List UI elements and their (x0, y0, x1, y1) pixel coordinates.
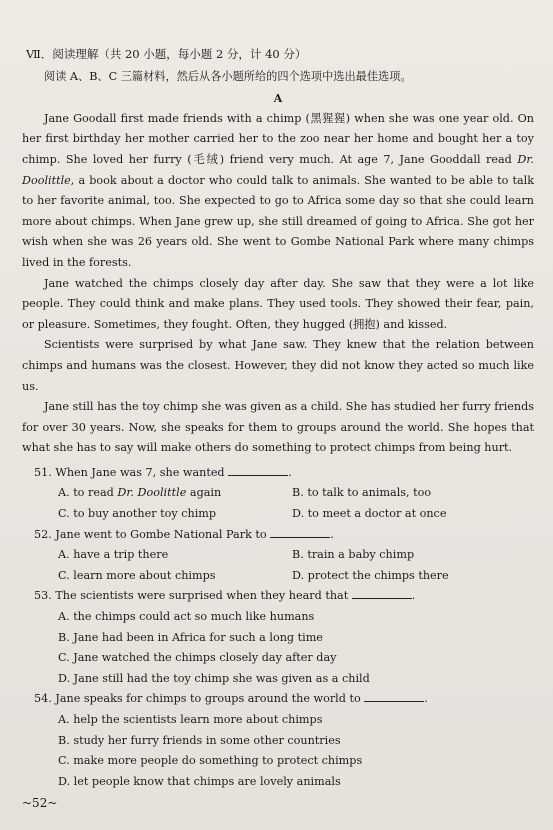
section-instruction: 阅读 A、B、C 三篇材料，然后从各小题所给的四个选项中选出最佳选项。 (44, 69, 412, 83)
question-stem: 51. When Jane was 7, she wanted . (34, 463, 534, 484)
option-d: D. let people know that chimps are lovely animals (58, 774, 341, 788)
option-b: B. train a baby chimp (292, 548, 415, 562)
book-title: Dr. Doolittle (117, 486, 187, 500)
section-title: Ⅶ．阅读理解（共 20 小题，每小题 2 分，计 40 分） (26, 47, 307, 61)
passage (22, 109, 534, 459)
option-b: B. to talk to animals, too (292, 486, 432, 500)
page-content (22, 44, 534, 792)
option-a: A. help the scientists learn more about chimps (58, 713, 323, 726)
question-stem: 54. Jane speaks for chimps to groups around the world to . (34, 689, 534, 710)
question-52 (22, 525, 534, 587)
question-options (58, 483, 534, 524)
option-c: C. learn more about chimps (58, 568, 216, 582)
book-title: Dr. Doolittle (22, 152, 534, 187)
answer-blank (228, 463, 288, 476)
question-54 (22, 689, 534, 792)
passage-paragraph: Jane watched the chimps closely day after day. She saw that they were a lot like people. They could think and make plans. They used tools. They showed their fear, pain, or pleasure. Sometimes, they fought. Often, they hugged (拥抱) and kissed. (22, 276, 534, 331)
passage-paragraph: Scientists were surprised by what Jane saw. They knew that the relation between chimps and humans was the closest. However, they did not know they acted so much like us. (22, 338, 534, 393)
option-b: B. study her furry friends in some other countries (58, 733, 341, 747)
passage-paragraph: Jane still has the toy chimp she was given as a child. She has studied her furry friends for over 30 years. Now, she speaks for them to groups around the world. She hopes that what she has to say will make others do something to protect chimps from being hurt. (22, 400, 534, 455)
option-d: D. to meet a doctor at once (292, 507, 447, 521)
answer-blank (352, 586, 412, 599)
option-c: C. to buy another toy chimp (58, 507, 217, 521)
question-options (58, 607, 534, 689)
option-d: D. Jane still had the toy chimp she was given as a child (58, 671, 370, 685)
question-stem: 52. Jane went to Gombe National Park to . (34, 525, 534, 546)
option-a: A. to read Dr. Doolittle again (58, 486, 222, 500)
question-stem: 53. The scientists were surprised when they heard that . (34, 586, 534, 607)
option-b: B. Jane had been in Africa for such a long time (58, 630, 323, 644)
option-d: D. protect the chimps there (292, 568, 449, 582)
answer-blank (270, 525, 330, 538)
page-number: ~52~ (22, 796, 58, 810)
option-a: A. have a trip there (58, 548, 169, 562)
option-c: C. make more people do something to protect chimps (58, 754, 363, 768)
question-51 (22, 463, 534, 525)
question-options (58, 545, 534, 586)
question-53 (22, 586, 534, 689)
option-c: C. Jane watched the chimps closely day after day (58, 651, 337, 665)
passage-paragraph: Jane Goodall first made friends with a chimp (黑猩猩) when she was one year old. On her first birthday her mother carried her to the zoo near her home and bought her a toy chimp. She loved her furry (毛绒) friend very much. At age 7, Jane Gooddall read Dr. Doolittle, a book about a doctor who could talk to animals. She wanted to be able to talk to her favorite animal, too. She expected to go to Africa some day so that she could learn more about chimps. When Jane grew up, she still dreamed of going to Africa. She got her wish when she was 26 years old. She went to Gombe National Park where many chimps lived in the forests. (22, 111, 534, 269)
answer-blank (364, 689, 424, 702)
passage-letter: A (273, 91, 283, 106)
question-options (58, 710, 534, 792)
option-a: A. the chimps could act so much like humans (58, 610, 315, 624)
